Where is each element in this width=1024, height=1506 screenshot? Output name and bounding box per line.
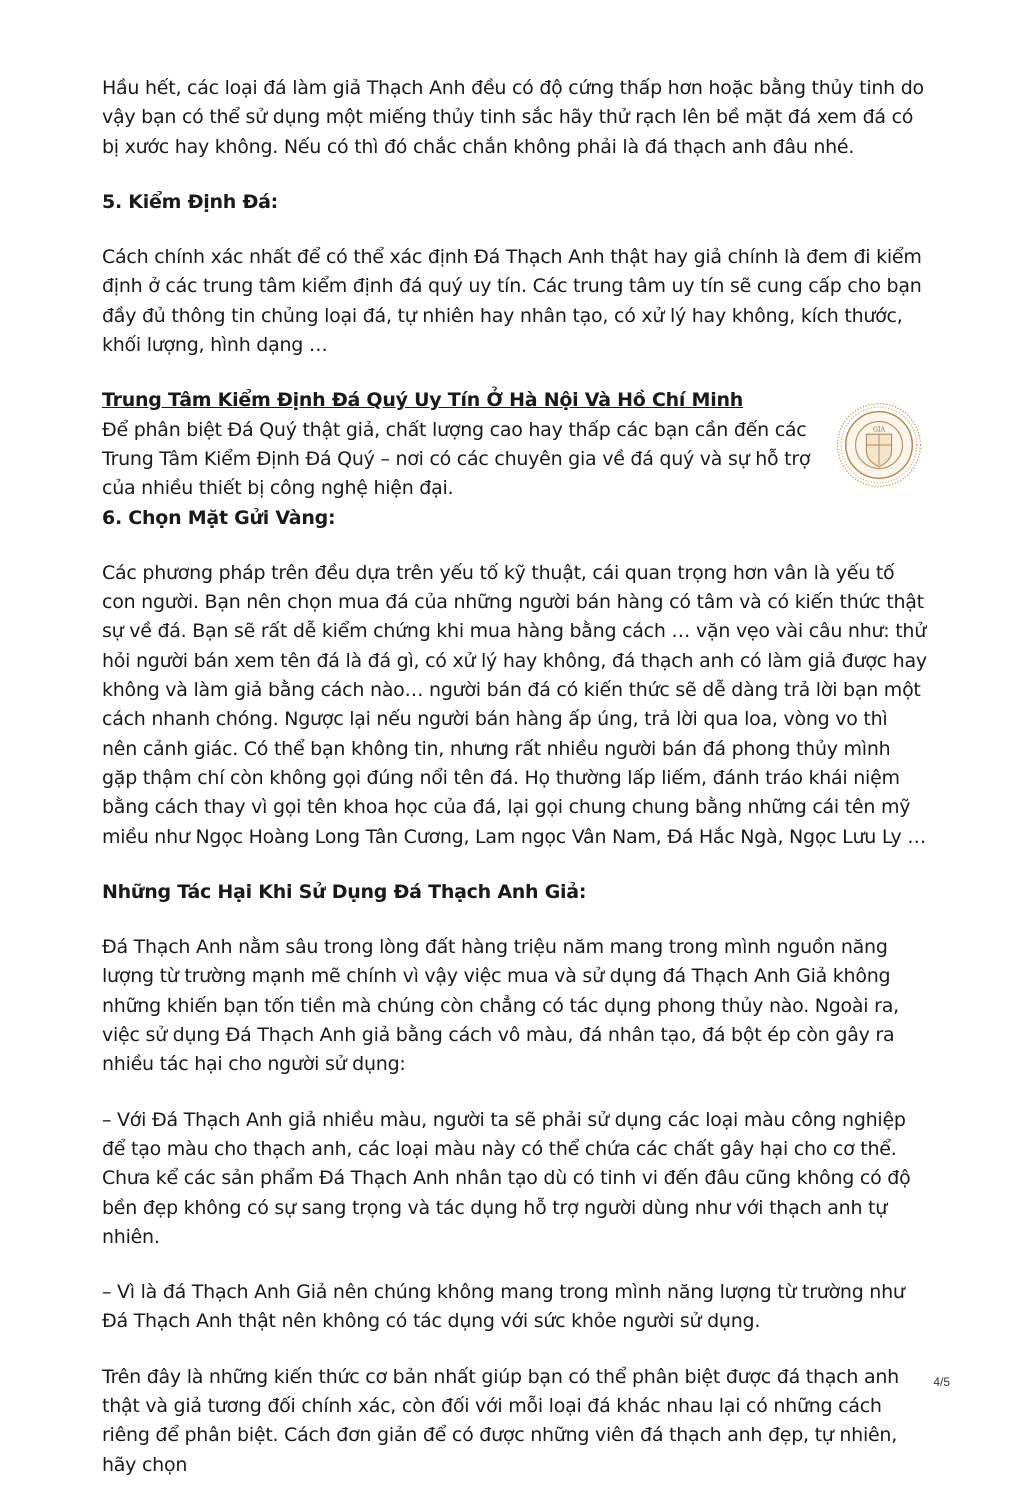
heading-kiem-dinh-da: 5. Kiểm Định Đá: bbox=[102, 190, 279, 213]
heading-chon-mat-gui-vang: 6. Chọn Mặt Gửi Vàng: bbox=[102, 506, 336, 529]
heading-tac-hai: Những Tác Hại Khi Sử Dụng Đá Thạch Anh Giả: bbox=[102, 880, 587, 903]
gia-seal-icon bbox=[834, 400, 924, 490]
paragraph-kiem-dinh: Cách chính xác nhất để có thể xác định Đá Thạch Anh thật hay giả chính là đem đi kiểm định ở các trung tâm kiểm định đá quý uy tín. Các trung tâm uy tín sẽ cung cấp cho bạn đầy đủ thông tin chủng loại đá, tự nhiên hay nhân tạo, có xử lý hay không, kích thước, khối lượng, hình dạng … bbox=[102, 246, 922, 357]
gem-center-section bbox=[102, 386, 928, 532]
paragraph-con-nguoi: Các phương pháp trên đều dựa trên yếu tố kỹ thuật, cái quan trọng hơn vân là yếu tố con người. Bạn nên chọn mua đá của những người bán hàng có tâm và có kiến thức thật sự về đá. Bạn sẽ rất dễ kiểm chứng khi mua hàng bằng cách … vặn vẹo vài câu như: thử hỏi người bán xem tên đá là đá gì, có xử lý hay không, đá thạch anh có làm giả được hay không và làm giả bằng cách nào… người bán đá có kiến thức sẽ dễ dàng trả lời bạn một cách nhanh chóng. Ngược lại nếu người bán hàng ấp úng, trả lời qua loa, vòng vo thì nên cảnh giác. Có thể bạn không tin, nhưng rất nhiều người bán đá phong thủy mình gặp thậm chí còn không gọi đúng nổi tên đá. Họ thường lấp liếm, đánh tráo khái niệm bằng cách thay vì gọi tên khoa học của đá, lại gọi chung chung bằng những cái tên mỹ miều như Ngọc Hoàng Long Tân Cương, Lam ngọc Vân Nam, Đá Hắc Ngà, Ngọc Lưu Ly … bbox=[102, 561, 927, 848]
paragraph-mau-cong-nghiep: – Với Đá Thạch Anh giả nhiều màu, người ta sẽ phải sử dụng các loại màu công nghiệp để tạo màu cho thạch anh, các loại màu này có thể chứa các chất gây hại cho cơ thể. Chưa kể các sản phẩm Đá Thạch Anh nhân tạo dù có tinh vi đến đâu cũng không có độ bền đẹp không có sự sang trọng và tác dụng hỗ trợ người dùng như với thạch anh tự nhiên. bbox=[102, 1108, 911, 1248]
paragraph-ket-luan: Trên đây là những kiến thức cơ bản nhất giúp bạn có thể phân biệt được đá thạch anh thật và giả tương đối chính xác, còn đối với mỗi loại đá khác nhau lại có những cách riêng để phân biệt. Cách đơn giản để có được những viên đá thạch anh đẹp, tự nhiên, hãy chọn bbox=[102, 1365, 899, 1476]
gem-center-link[interactable]: Trung Tâm Kiểm Định Đá Quý Uy Tín Ở Hà Nội Và Hồ Chí Minh bbox=[102, 389, 744, 412]
paragraph-tac-hai-intro: Đá Thạch Anh nằm sâu trong lòng đất hàng triệu năm mang trong mình nguồn năng lượng từ trường mạnh mẽ chính vì vậy việc mua và sử dụng đá Thạch Anh Giả không những khiến bạn tốn tiền mà chúng còn chẳng có tác dụng phong thủy nào. Ngoài ra, việc sử dụng Đá Thạch Anh giả bằng cách vô màu, đá nhân tạo, đá bột ép còn gây ra nhiều tác hại cho người sử dụng: bbox=[102, 936, 899, 1076]
gem-center-description: Để phân biệt Đá Quý thật giả, chất lượng cao hay thấp các bạn cần đến các Trung Tâm Kiểm Định Đá Quý – nơi có các chuyên gia về đá quý và sự hỗ trợ của nhiều thiết bị công nghệ hiện đại. bbox=[102, 418, 811, 500]
paragraph-nang-luong: – Vì là đá Thạch Anh Giả nên chúng không mang trong mình năng lượng từ trường như Đá Thạch Anh thật nên không có tác dụng với sức khỏe người sử dụng. bbox=[102, 1281, 905, 1333]
svg-text:GIA: GIA bbox=[872, 426, 886, 434]
page-number: 4/5 bbox=[933, 1375, 950, 1389]
document-page bbox=[102, 74, 928, 1506]
paragraph-glass-test: Hầu hết, các loại đá làm giả Thạch Anh đều có độ cứng thấp hơn hoặc bằng thủy tinh do vậy bạn có thể sử dụng một miếng thủy tinh sắc hãy thử rạch lên bề mặt đá xem đá có bị xước hay không. Nếu có thì đó chắc chắn không phải là đá thạch anh đâu nhé. bbox=[102, 77, 924, 158]
